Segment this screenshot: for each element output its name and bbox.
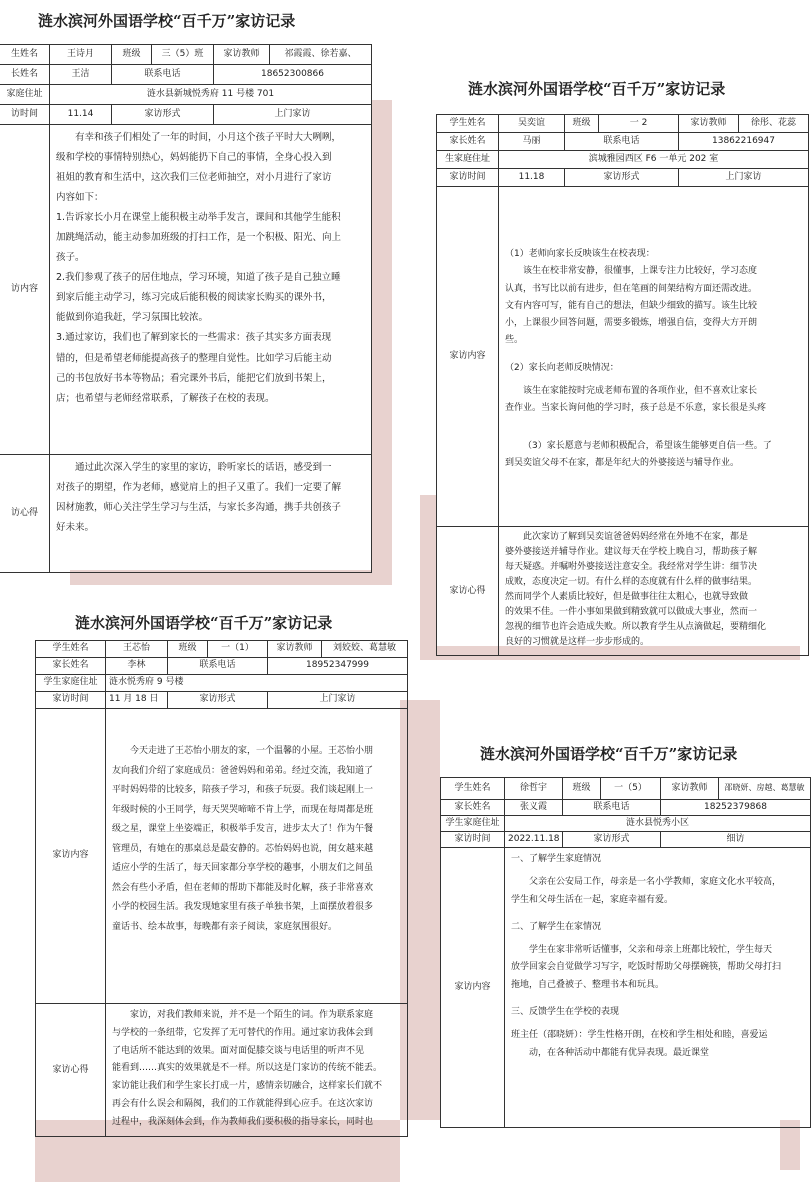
content-line: 查作业。当家长询问他的学习时，孩子总是不乐意，家长很是头疼 (505, 403, 767, 414)
reflection-line: 成败，态度决定一切。有什么样的态度就有什么样的做事结果。 (505, 577, 758, 588)
reflection-line: 能看到……真实的效果就是不一样。所以这是门家访的传统不能丢。 (112, 1063, 383, 1074)
visit-time-value: 11.18 (499, 169, 565, 187)
content-line: 动，在各种活动中都能有优异表现。最近课堂 (529, 1047, 710, 1058)
content-line: （1）老师向家长反映该生在校表现： (505, 249, 655, 259)
visit-time-label: 家访时间 (437, 169, 499, 187)
home-visit-record-1 (0, 0, 372, 570)
student-name-value: 王芯怡 (106, 641, 168, 658)
visit-content-label: 访内容 (0, 125, 50, 455)
reflection-line: 每天疑惑。并嘱咐外婆接送注意安全。我经常对学生讲：细节决 (505, 562, 758, 573)
visit-content-label: 家访内容 (437, 187, 499, 527)
reflection-line: 家访能让我们和学生家长打成一片，感情亲切融合，这样家长们就不 (112, 1081, 383, 1091)
parent-name-value: 王洁 (50, 65, 112, 85)
phone-label: 联系电话 (565, 133, 679, 151)
content-line: 小，上课很少回答问题，需要多锻炼，增强自信，变得大方开朗 (505, 318, 758, 329)
content-line: 学生在家非常听话懂事，父亲和母亲上班都比较忙，学生每天 (529, 945, 773, 956)
reflection-line: 家访，对我们教师来说，并不是一个陌生的词。作为联系家庭 (130, 1010, 374, 1020)
class-label: 班级 (563, 778, 601, 800)
teacher-label: 家访教师 (661, 778, 719, 800)
content-line: 内容如下： (56, 192, 104, 204)
visit-form-value: 细访 (661, 832, 811, 848)
student-name-label: 生姓名 (0, 45, 50, 65)
address-value: 滨城雅园西区 F6 一单元 202 室 (499, 151, 809, 169)
reflection-line: 的效果不佳。一件小事如果做到精致就可以做成大事业，然而一 (505, 607, 758, 618)
phone-label: 联系电话 (563, 800, 661, 816)
visit-form-value: 上门家访 (268, 692, 408, 709)
reflection-line: 良好的习惯就是这样一步步形成的。 (505, 637, 650, 648)
reflection-label: 访心得 (0, 455, 50, 573)
document-title: 涟水滨河外国语学校“百千万”家访记录 (468, 80, 726, 98)
parent-name-label: 家长姓名 (441, 800, 505, 816)
reflection-line: 婆外婆接送并辅导作业。建议每天在学校上晚自习，帮助孩子解 (505, 547, 758, 558)
content-line: 有幸和孩子们相处了一年的时间，小月这个孩子平时大大咧咧， (75, 132, 342, 143)
visit-time-value: 2022.11.18 (505, 832, 563, 848)
content-line: 三、反馈学生在学校的表现 (511, 1007, 620, 1018)
phone-value: 18252379868 (661, 800, 811, 816)
reflection-label: 家访心得 (437, 527, 499, 656)
content-line: 适应小学的生活了，每天回家都分享学校的趣事，小朋友们之间虽 (112, 863, 374, 874)
visit-content-body (505, 848, 811, 1128)
teacher-value: 徐彤、花蕊 (739, 115, 809, 133)
visit-form-label: 家访形式 (563, 832, 661, 848)
class-label: 班级 (168, 641, 208, 658)
content-line: 今天走进了王芯怡小朋友的家，一个温馨的小屋。王芯怡小朋 (130, 746, 374, 756)
content-line: 店；也希望与老师经常联系，了解孩子在校的表现。 (56, 392, 275, 404)
student-name-label: 学生姓名 (441, 778, 505, 800)
teacher-label: 家访教师 (268, 641, 322, 658)
content-line: 童话书、绘本故事，每晚都有亲子阅读，家庭氛围很好。 (112, 921, 338, 932)
student-name-value: 吴奕谊 (499, 115, 565, 133)
content-line: 认真，书写比以前有进步，但在笔画的间架结构方面还需改进。 (505, 283, 758, 294)
visit-form-label: 家访形式 (112, 105, 214, 125)
visit-form-label: 家访形式 (565, 169, 679, 187)
content-line: 该生在家能按时完成老师布置的各项作业，但不喜欢让家长 (523, 386, 758, 397)
address-value: 涟水悦秀府 9 号楼 (106, 675, 408, 692)
content-line: 放学回家会自觉做学习写字，吃饭时帮助父母摆碗筷，帮助父母打扫 (511, 962, 782, 973)
reflection-line: 此次家访了解到吴奕谊爸爸妈妈经常在外地不在家，都是 (523, 532, 749, 542)
visit-form-value: 上门家访 (679, 169, 809, 187)
teacher-value: 邵晓妍、房越、葛慧敏 (719, 778, 811, 800)
address-label: 学生家庭住址 (441, 816, 505, 832)
content-line: 小学的校园生活。我发现她家里有孩子单独书架，上面摆放着很多 (112, 902, 374, 913)
visit-time-value: 11.14 (50, 105, 112, 125)
content-line: 3.通过家访，我们也了解到家长的一些需求：孩子其实多方面表现 (56, 332, 332, 344)
student-name-label: 学生姓名 (437, 115, 499, 133)
class-value: 一（1） (208, 641, 268, 658)
content-line: 二、了解学生在家情况 (511, 921, 602, 932)
reflection-line: 然而同学个人素质比较好，但是做事往往太粗心，也就导致做 (505, 592, 749, 603)
teacher-label: 家访教师 (679, 115, 739, 133)
content-line: 该生在校非常安静，很懂事，上课专注力比较好，学习态度 (523, 266, 758, 277)
content-line: 1.告诉家长小月在课堂上能积极主动举手发言，课间和其他学生能积 (56, 212, 341, 224)
record-table (35, 640, 408, 1137)
content-line: 己的书包放好书本等物品；看完课外书后，能把它们放到书架上， (56, 372, 332, 384)
content-line: 管理员，有她在的那桌总是最安静的。芯怡妈妈也说，闺女越来越 (112, 843, 374, 854)
content-line: 然会有些小矛盾，但在老师的帮助下都能及时化解，孩子非常喜欢 (112, 882, 374, 893)
visit-time-value: 11 月 18 日 (106, 692, 168, 709)
record-table (0, 44, 372, 573)
visit-form-value: 上门家访 (214, 105, 372, 125)
content-line: 班主任（邵晓妍）：学生性格开朗，在校和学生相处和睦，喜爱运 (511, 1030, 768, 1041)
content-line: （2）家长向老师反映情况： (505, 362, 619, 373)
content-line: 错的，但是希望老师能提高孩子的整理自觉性。比如学习后能主动 (56, 352, 332, 364)
phone-value: 18952347999 (268, 658, 408, 675)
home-visit-record-4 (440, 735, 805, 1120)
visit-form-label: 家访形式 (168, 692, 268, 709)
parent-name-label: 家长姓名 (36, 658, 106, 675)
reflection-line: 通过此次深入学生的家里的家访，聆听家长的话语，感受到一 (75, 462, 332, 473)
class-label: 班级 (565, 115, 599, 133)
reflection-body (50, 455, 372, 573)
visit-time-label: 家访时间 (36, 692, 106, 709)
class-label: 班级 (112, 45, 152, 65)
parent-name-value: 马丽 (499, 133, 565, 151)
content-line: 到吴奕谊父母不在家，都是年纪大的外婆接送与辅导作业。 (505, 457, 740, 468)
address-label: 生家庭住址 (437, 151, 499, 169)
parent-name-label: 家长姓名 (437, 133, 499, 151)
parent-name-value: 张义霞 (505, 800, 563, 816)
reflection-line: 再会有什么误会和隔阂，我们的工作就能得到心应手。在这次家访 (112, 1098, 374, 1109)
reflection-body (106, 1004, 408, 1137)
class-value: 一 2 (599, 115, 679, 133)
phone-label: 联系电话 (112, 65, 214, 85)
content-line: 平时妈妈带的比较多，陪孩子学习，和孩子玩耍。我们谈起刚上一 (112, 785, 374, 796)
content-line: 祖姐的教育和生活中，这次我们三位老师抽空，对小月进行了家访 (56, 172, 332, 184)
home-visit-record-3 (35, 600, 400, 1127)
teacher-value: 刘姣姣、葛慧敏 (322, 641, 408, 658)
visit-content-body (499, 187, 809, 527)
content-line: 学生和父母生活在一起，家庭幸福有爱。 (511, 894, 674, 905)
content-line: 文有内容可写，能有自己的想法，但缺少细致的描写。该生比较 (505, 300, 758, 311)
visit-content-body (50, 125, 372, 455)
visit-time-label: 家访时间 (441, 832, 505, 848)
reflection-body (499, 527, 809, 656)
content-line: 年级时候的小王同学，每天哭哭啼啼不肯上学，而现在每周都是班 (112, 804, 374, 815)
reflection-line: 好未来。 (56, 522, 95, 534)
reflection-label: 家访心得 (36, 1004, 106, 1137)
parent-name-value: 李林 (106, 658, 168, 675)
content-line: 孩子。 (56, 252, 85, 264)
content-line: 能做到你追我赶，学习氛围比较浓。 (56, 312, 209, 324)
student-name-value: 徐哲宇 (505, 778, 563, 800)
address-label: 家庭住址 (0, 85, 50, 105)
reflection-line: 过程中，我深刻体会到，作为教师我们要积极的指导家长，同时也 (112, 1116, 374, 1127)
content-line: 级和学校的事情特别热心，妈妈能扔下自己的事情，全身心投入到 (56, 152, 332, 164)
class-value: 三（5）班 (152, 45, 214, 65)
content-line: 父亲在公安局工作，母亲是一名小学教师，家庭文化水平较高， (529, 877, 782, 888)
reflection-line: 对孩子的期望，作为老师，感觉肩上的担子又重了。我们一定要了解 (56, 482, 342, 494)
record-table (440, 777, 811, 1128)
content-line: （3）家长愿意与老师积极配合，希望该生能够更自信一些。了 (523, 440, 772, 451)
teacher-label: 家访教师 (214, 45, 270, 65)
visit-content-label: 家访内容 (441, 848, 505, 1128)
address-value: 涟水县新城悦秀府 11 号楼 701 (50, 85, 372, 105)
visit-content-body (106, 709, 408, 1004)
address-label: 学生家庭住址 (36, 675, 106, 692)
phone-value: 13862216947 (679, 133, 809, 151)
content-line: 2.我们参观了孩子的居住地点，学习环境，知道了孩子是自己独立睡 (56, 272, 341, 284)
content-line: 友向我们介绍了家庭成员：爸爸妈妈和弟弟。经过交流，我知道了 (112, 765, 374, 776)
document-title: 涟水滨河外国语学校“百千万”家访记录 (480, 745, 738, 763)
content-line: 级之星，课堂上坐姿端正，积极举手发言，进步太大了！作为午餐 (112, 824, 374, 835)
phone-value: 18652300866 (214, 65, 372, 85)
visit-content-label: 家访内容 (36, 709, 106, 1004)
content-line: 拖地，自己叠被子、整理书本和玩具。 (511, 979, 665, 990)
address-value: 涟水县悦秀小区 (505, 816, 811, 832)
reflection-line: 因材施教，师心关注学生学习与生活，与家长多沟通，携手共创孩子 (56, 502, 342, 514)
record-table (436, 114, 809, 656)
student-name-value: 王诗月 (50, 45, 112, 65)
student-name-label: 学生姓名 (36, 641, 106, 658)
phone-label: 联系电话 (168, 658, 268, 675)
reflection-line: 忽视的细节也许会造成失败。所以教育学生从点滴做起，要精细化 (505, 622, 767, 633)
teacher-value: 祁霞霞、徐若嘉、 (270, 45, 372, 65)
content-line: 些。 (505, 335, 524, 346)
visit-time-label: 访时间 (0, 105, 50, 125)
parent-name-label: 长姓名 (0, 65, 50, 85)
content-line: 加跳绳活动，能主动参加班级的打扫工作，是一个积极、阳光、向上 (56, 232, 342, 244)
content-line: 一、了解学生家庭情况 (511, 854, 602, 864)
reflection-line: 与学校的一条纽带，它发挥了无可替代的作用。通过家访我体会到 (112, 1027, 374, 1038)
document-title: 涟水滨河外国语学校“百千万”家访记录 (38, 12, 296, 30)
home-visit-record-2 (436, 70, 800, 646)
reflection-line: 了电话所不能达到的效果。面对面促膝交谈与电话里的听声不见 (112, 1045, 365, 1056)
document-title: 涟水滨河外国语学校“百千万”家访记录 (75, 614, 333, 632)
class-value: 一（5） (601, 778, 661, 800)
content-line: 到家后能主动学习，练习完成后能积极的阅读家长购买的课外书， (56, 292, 332, 304)
